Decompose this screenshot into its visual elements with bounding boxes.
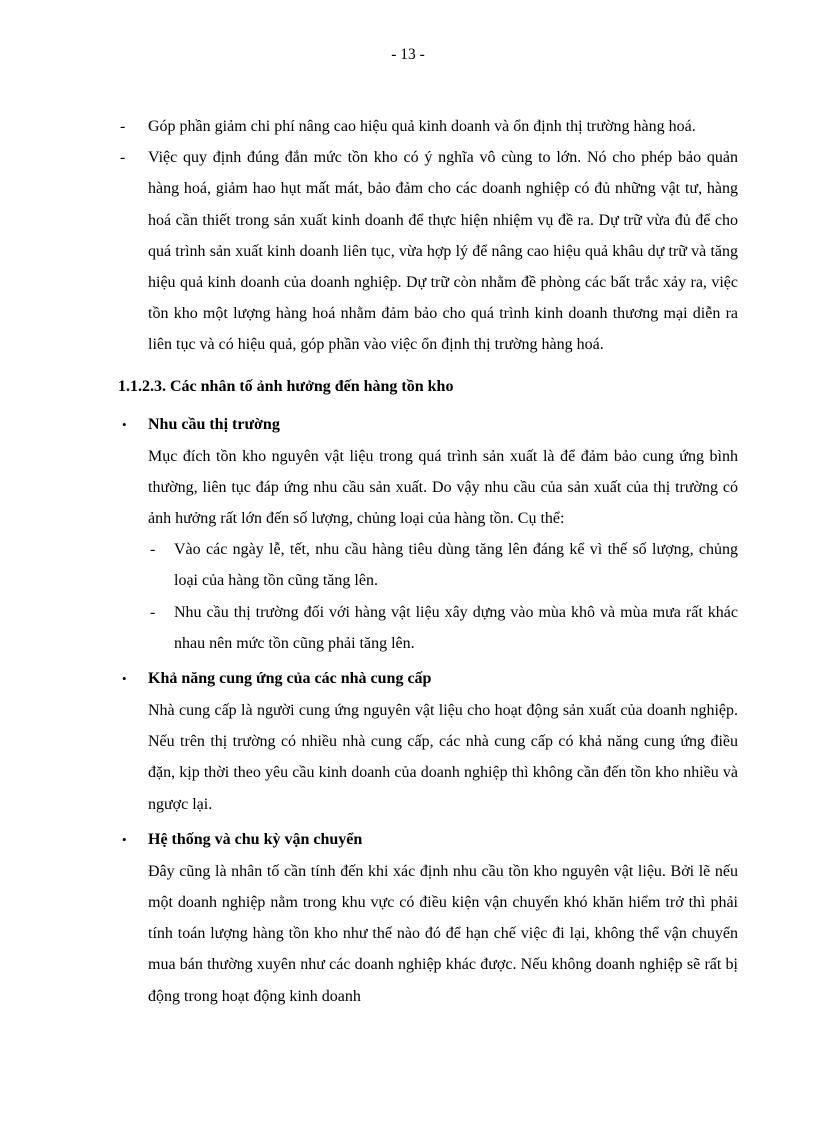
- section-heading: 1.1.2.3. Các nhân tố ảnh hưởng đến hàng tồn kho: [118, 377, 454, 395]
- sub-item: [118, 597, 738, 659]
- factor-heading: Hệ thống và chu kỳ vận chuyển: [148, 830, 363, 848]
- document-body: [118, 111, 738, 1012]
- dash-marker: -: [150, 541, 156, 559]
- factor-body: Đây cũng là nhân tố cần tính đến khi xác định nhu cầu tồn kho nguyên vật liệu. Bởi lẽ nếu một doanh nghiệp nằm trong khu vực có điều kiện vận chuyển khó khăn hiểm trở thì phải tính toán lượng hàng tồn kho như thế nào đó để hạn chế việc đi lại, không thể vận chuyển mua bán thường xuyên như các doanh nghiệp khác được. Nếu không doanh nghiệp sẽ rất bị động trong hoạt động kinh doanh: [148, 862, 738, 1005]
- factor-body: Nhà cung cấp là người cung ứng nguyên vật liệu cho hoạt động sản xuất của doanh nghiệp. Nếu trên thị trường có nhiều nhà cung cấp, các nhà cung cấp có khả năng cung ứng điều đặn, kịp thời theo yêu cầu kinh doanh của doanh nghiệp thì không cần đến tồn kho nhiều và ngược lại.: [148, 702, 738, 813]
- page-number: - 13 -: [391, 46, 425, 63]
- factor-market-demand: [118, 409, 738, 535]
- sub-item: [118, 534, 738, 596]
- bullet-icon: •: [122, 416, 127, 432]
- dash-marker: -: [150, 603, 156, 621]
- intro-item-text: Việc quy định đúng đắn mức tồn kho có ý nghĩa vô cùng to lớn. Nó cho phép bảo quản hàng hoá, giảm hao hụt mất mát, bảo đảm cho các doanh nghiệp có đủ những vật tư, hàng hoá cần thiết trong sản xuất kinh doanh để thực hiện nhiệm vụ đề ra. Dự trữ vừa đủ để cho quá trình sản xuất kinh doanh liên tục, vừa hợp lý để nâng cao hiệu quả khâu dự trữ và tăng hiệu quả kinh doanh của doanh nghiệp. Dự trữ còn nhằm đề phòng các bất trắc xảy ra, việc tồn kho một lượng hàng hoá nhằm đảm bảo cho quá trình kinh doanh thương mại diễn ra liên tục và có hiệu quả, góp phần vào việc ổn định thị trường hàng hoá.: [148, 149, 738, 354]
- intro-item: [118, 142, 738, 360]
- sub-item-text: Nhu cầu thị trường đối với hàng vật liệu xây dựng vào mùa khô và mùa mưa rất khác nhau nên mức tồn cũng phải tăng lên.: [174, 603, 738, 652]
- factor-supplier-capacity: [118, 663, 738, 820]
- factor-heading: Nhu cầu thị trường: [148, 415, 280, 433]
- sub-item-text: Vào các ngày lễ, tết, nhu cầu hàng tiêu dùng tăng lên đáng kể vì thế số lượng, chủng loại của hàng tồn cũng tăng lên.: [174, 541, 738, 590]
- bullet-icon: •: [122, 671, 127, 687]
- intro-item: [118, 111, 738, 142]
- factor-transport-system: [118, 824, 738, 1012]
- dash-marker: -: [120, 149, 126, 167]
- dash-marker: -: [120, 118, 126, 135]
- intro-item-text: Góp phần giảm chi phí nâng cao hiệu quả kinh doanh và ổn định thị trường hàng hoá.: [148, 118, 696, 135]
- factor-heading: Khả năng cung ứng của các nhà cung cấp: [148, 670, 432, 688]
- bullet-icon: •: [122, 831, 127, 847]
- factor-body: Mục đích tồn kho nguyên vật liệu trong quá trình sản xuất là để đảm bảo cung ứng bình thường, liên tục đáp ứng nhu cầu sản xuất. Do vậy nhu cầu của sản xuất của thị trường có ảnh hưởng rất lớn đến số lượng, chủng loại của hàng tồn. Cụ thể:: [148, 447, 738, 528]
